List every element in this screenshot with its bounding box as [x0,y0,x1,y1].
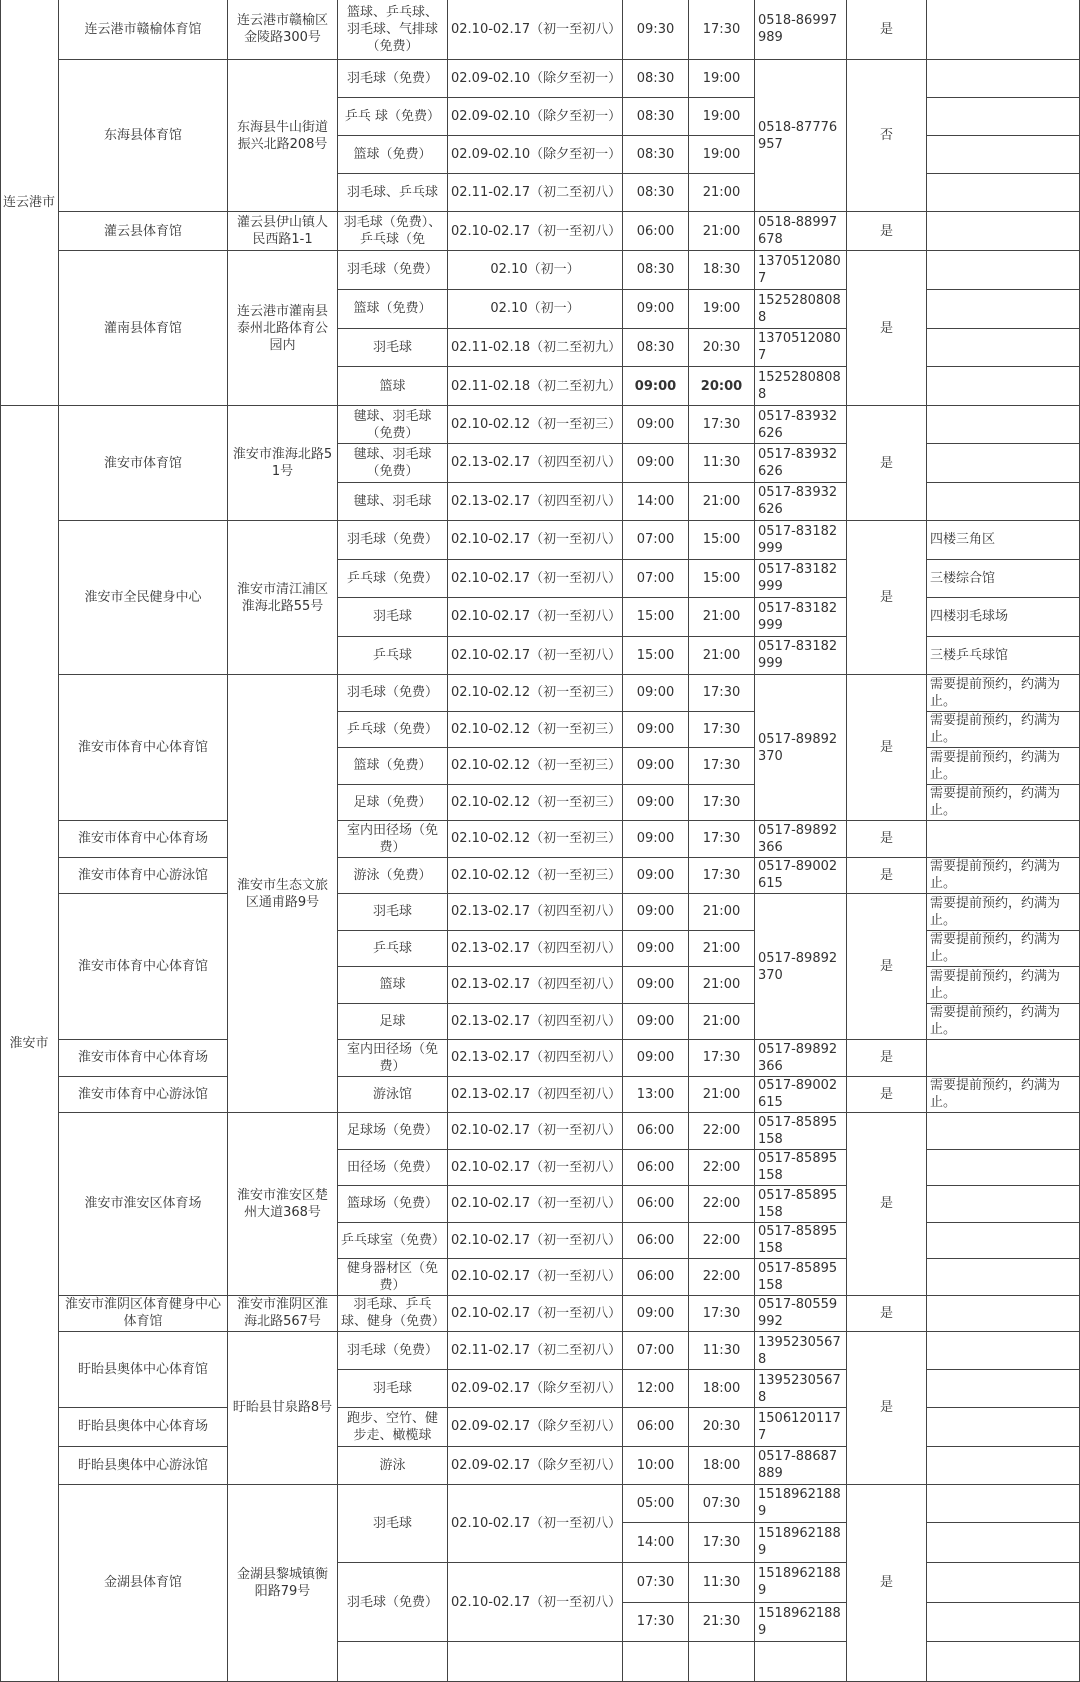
date-range: 02.10-02.12（初一至初三） [448,785,623,822]
end-time: 21:00 [689,637,755,676]
date-range: 02.10-02.12（初一至初三） [448,406,623,444]
remark [927,136,1080,174]
remark [927,1150,1080,1187]
venue-address: 灌云县伊山镇人民西路1-1 [228,212,338,251]
end-time: 21:00 [689,174,755,212]
phone-number: 0517-89002615 [755,1077,847,1114]
date-range: 02.09-02.17（除夕至初八） [448,1408,623,1446]
sport-item: 乒乓球室（免费） [338,1223,448,1260]
end-time: 22:00 [689,1113,755,1150]
end-time: 20:30 [689,329,755,368]
phone-number: 15061201177 [755,1408,847,1446]
remark [927,1603,1080,1643]
sport-item: 羽毛球（免费） [338,521,448,560]
end-time: 19:00 [689,290,755,329]
start-time: 09:00 [623,444,689,482]
start-time: 10:00 [623,1447,689,1485]
start-time: 09:00 [623,931,689,968]
phone-number: 13952305678 [755,1370,847,1408]
sport-item: 室内田径场（免费） [338,1040,448,1077]
end-time: 21:00 [689,212,755,251]
venue-name: 灌云县体育馆 [59,212,228,251]
date-range: 02.10-02.17（初一至初八） [448,1186,623,1223]
phone-number: 0517-85895158 [755,1113,847,1150]
remark: 四楼羽毛球场 [927,598,1080,637]
sport-item: 羽毛球（免费） [338,675,448,712]
open-flag: 是 [847,1296,927,1333]
end-time: 21:00 [689,1004,755,1041]
venue-name: 连云港市赣榆体育馆 [59,0,228,60]
sport-item: 篮球 [338,967,448,1004]
date-range: 02.10-02.12（初一至初三） [448,712,623,749]
end-time: 22:00 [689,1186,755,1223]
venue-name: 金湖县体育馆 [59,1485,228,1682]
start-time: 09:00 [623,748,689,785]
start-time: 15:00 [623,598,689,637]
end-time: 11:30 [689,1332,755,1370]
date-range: 02.10-02.17（初一至初八） [448,1113,623,1150]
sport-item: 篮球（免费） [338,290,448,329]
phone-number: 0518-87776957 [755,60,847,212]
phone-number: 0517-89892366 [755,821,847,858]
end-time: 21:00 [689,598,755,637]
end-time: 11:30 [689,444,755,482]
start-time: 12:00 [623,1370,689,1408]
venue-name: 东海县体育馆 [59,60,228,212]
phone-number: 15189621889 [755,1523,847,1563]
phone-number: 15252808088 [755,290,847,329]
start-time [623,1642,689,1682]
venue-name: 灌南县体育馆 [59,251,228,406]
end-time: 17:30 [689,0,755,60]
remark [927,1296,1080,1333]
sport-item: 游泳（免费） [338,858,448,895]
venue-name: 淮安市体育中心游泳馆 [59,858,228,895]
table-left-border [0,0,1,1682]
venue-name: 淮安市全民健身中心 [59,521,228,675]
venue-name: 淮安市淮阴区体育健身中心体育馆 [59,1296,228,1333]
start-time: 06:00 [623,212,689,251]
remark [927,1408,1080,1446]
remark [927,1040,1080,1077]
venue-address: 金湖县黎城镇衡阳路79号 [228,1485,338,1682]
sport-item: 健身器材区（免费） [338,1259,448,1296]
start-time: 08:30 [623,98,689,136]
end-time: 17:30 [689,748,755,785]
open-flag: 是 [847,406,927,521]
date-range: 02.11-02.17（初二至初八） [448,174,623,212]
remark [927,174,1080,212]
remark: 三楼乒乓球馆 [927,637,1080,676]
end-time: 15:00 [689,521,755,560]
venue-address: 盱眙县甘泉路8号 [228,1332,338,1485]
sport-item: 篮球 [338,367,448,406]
sport-item: 篮球、乒乓球、羽毛球、气排球（免费） [338,0,448,60]
sport-item: 游泳 [338,1447,448,1485]
start-time: 15:00 [623,637,689,676]
sport-item: 室内田径场（免费） [338,821,448,858]
end-time: 21:00 [689,483,755,521]
venue-name: 淮安市体育中心体育馆 [59,675,228,821]
end-time [689,1642,755,1682]
date-range: 02.13-02.17（初四至初八） [448,1077,623,1114]
sport-item: 羽毛球 [338,598,448,637]
end-time: 17:30 [689,821,755,858]
phone-number: 0517-83182999 [755,637,847,676]
date-range: 02.10-02.17（初一至初八） [448,637,623,676]
open-flag: 是 [847,251,927,406]
sport-item: 篮球场（免费） [338,1186,448,1223]
phone-number: 0517-89002615 [755,858,847,895]
remark [927,1485,1080,1523]
date-range: 02.10（初一） [448,290,623,329]
open-flag: 否 [847,60,927,212]
phone-number: 0517-80559992 [755,1296,847,1333]
sport-item: 羽毛球 [338,1485,448,1563]
end-time: 11:30 [689,1563,755,1603]
phone-number: 0518-88997678 [755,212,847,251]
remark: 需要提前预约，约满为止。 [927,675,1080,712]
remark: 需要提前预约，约满为止。 [927,931,1080,968]
phone-number: 0517-83932626 [755,483,847,521]
remark [927,1447,1080,1485]
end-time: 18:00 [689,1370,755,1408]
start-time: 09:00 [623,406,689,444]
phone-number: 0517-83182999 [755,560,847,599]
start-time: 06:00 [623,1223,689,1260]
end-time: 20:30 [689,1408,755,1446]
date-range: 02.10-02.17（初一至初八） [448,0,623,60]
end-time: 21:00 [689,967,755,1004]
remark: 三楼综合馆 [927,560,1080,599]
date-range: 02.09-02.17（除夕至初八） [448,1370,623,1408]
open-flag: 是 [847,521,927,675]
start-time: 09:00 [623,1004,689,1041]
date-range: 02.10-02.17（初一至初八） [448,212,623,251]
phone-number: 0517-89892370 [755,675,847,821]
venue-address: 淮安市淮海北路51号 [228,406,338,521]
start-time: 09:00 [623,858,689,895]
phone-number [755,1642,847,1682]
remark [927,60,1080,98]
phone-number: 0517-88687889 [755,1447,847,1485]
phone-number: 0517-83182999 [755,598,847,637]
venue-address: 淮安市清江浦区淮海北路55号 [228,521,338,675]
end-time: 17:30 [689,406,755,444]
remark: 需要提前预约，约满为止。 [927,894,1080,931]
remark [927,1523,1080,1563]
venue-name: 盱眙县奥体中心游泳馆 [59,1447,228,1485]
remark [927,367,1080,406]
remark [927,483,1080,521]
remark [927,406,1080,444]
end-time: 19:00 [689,136,755,174]
sport-item: 足球 [338,1004,448,1041]
sport-item: 毽球、羽毛球（免费） [338,406,448,444]
venue-name: 淮安市体育中心体育场 [59,1040,228,1077]
date-range: 02.10-02.17（初一至初八） [448,1563,623,1643]
remark: 需要提前预约，约满为止。 [927,967,1080,1004]
date-range: 02.13-02.17（初四至初八） [448,931,623,968]
end-time: 17:30 [689,675,755,712]
sport-item: 羽毛球、乒乓球、健身（免费） [338,1296,448,1333]
phone-number: 13705120807 [755,329,847,368]
remark [927,0,1080,60]
venue-name: 淮安市体育中心体育馆 [59,894,228,1040]
remark [927,1642,1080,1682]
date-range: 02.11-02.17（初二至初八） [448,1332,623,1370]
date-range: 02.10-02.12（初一至初三） [448,858,623,895]
venue-address: 东海县牛山街道振兴北路208号 [228,60,338,212]
sport-item: 乒乓球 [338,637,448,676]
venue-address: 连云港市灌南县泰州北路体育公园内 [228,251,338,406]
remark: 需要提前预约，约满为止。 [927,1077,1080,1114]
date-range: 02.09-02.10（除夕至初一） [448,98,623,136]
open-flag: 是 [847,212,927,251]
remark [927,1332,1080,1370]
phone-number: 0517-83932626 [755,444,847,482]
phone-number: 13952305678 [755,1332,847,1370]
open-flag: 是 [847,858,927,895]
start-time: 08:30 [623,60,689,98]
remark [927,1113,1080,1150]
start-time: 14:00 [623,483,689,521]
phone-number: 0517-85895158 [755,1186,847,1223]
sport-item: 羽毛球 [338,329,448,368]
open-flag: 是 [847,1040,927,1077]
start-time: 05:00 [623,1485,689,1523]
venue-name: 盱眙县奥体中心体育场 [59,1408,228,1446]
phone-number: 0517-83182999 [755,521,847,560]
date-range: 02.10-02.12（初一至初三） [448,675,623,712]
remark [927,251,1080,290]
sport-item: 乒乓球（免费） [338,712,448,749]
date-range: 02.11-02.18（初二至初九） [448,329,623,368]
date-range: 02.09-02.10（除夕至初一） [448,136,623,174]
date-range: 02.10-02.17（初一至初八） [448,598,623,637]
remark [927,1563,1080,1603]
date-range: 02.10-02.17（初一至初八） [448,1150,623,1187]
sport-item: 乒乓球 [338,931,448,968]
start-time: 09:00 [623,785,689,822]
end-time: 17:30 [689,1296,755,1333]
sport-item: 乒乓 球（免费） [338,98,448,136]
end-time: 17:30 [689,1523,755,1563]
end-time: 18:30 [689,251,755,290]
date-range: 02.10-02.17（初一至初八） [448,1259,623,1296]
date-range: 02.10-02.17（初一至初八） [448,521,623,560]
remark: 需要提前预约，约满为止。 [927,748,1080,785]
start-time: 09:00 [623,367,689,406]
venue-address: 淮安市生态文旅区通甫路9号 [228,675,338,1113]
sport-item: 跑步、空竹、健步走、橄榄球 [338,1408,448,1446]
venue-address: 淮安市淮安区楚州大道368号 [228,1113,338,1296]
end-time: 21:30 [689,1603,755,1643]
start-time: 08:30 [623,329,689,368]
date-range: 02.13-02.17（初四至初八） [448,483,623,521]
date-range: 02.13-02.17（初四至初八） [448,444,623,482]
end-time: 18:00 [689,1447,755,1485]
date-range [448,1642,623,1682]
sport-item: 毽球、羽毛球（免费） [338,444,448,482]
city-name: 连云港市 [0,0,59,406]
date-range: 02.11-02.18（初二至初九） [448,367,623,406]
start-time: 06:00 [623,1408,689,1446]
venue-address: 连云港市赣榆区金陵路300号 [228,0,338,60]
date-range: 02.10-02.12（初一至初三） [448,748,623,785]
end-time: 17:30 [689,1040,755,1077]
remark [927,1223,1080,1260]
open-flag: 是 [847,1332,927,1485]
start-time: 13:00 [623,1077,689,1114]
start-time: 07:00 [623,560,689,599]
remark [927,1186,1080,1223]
start-time: 09:00 [623,1040,689,1077]
start-time: 09:00 [623,821,689,858]
date-range: 02.09-02.17（除夕至初八） [448,1447,623,1485]
open-flag: 是 [847,894,927,1040]
phone-number: 0517-89892366 [755,1040,847,1077]
end-time: 22:00 [689,1259,755,1296]
date-range: 02.09-02.10（除夕至初一） [448,60,623,98]
remark [927,821,1080,858]
end-time: 17:30 [689,858,755,895]
start-time: 09:00 [623,967,689,1004]
end-time: 17:30 [689,785,755,822]
date-range: 02.13-02.17（初四至初八） [448,894,623,931]
start-time: 06:00 [623,1113,689,1150]
end-time: 21:00 [689,1077,755,1114]
end-time: 21:00 [689,894,755,931]
date-range: 02.10-02.17（初一至初八） [448,1223,623,1260]
open-flag: 是 [847,675,927,821]
venue-address: 淮安市淮阴区淮海北路567号 [228,1296,338,1333]
remark [927,1370,1080,1408]
remark: 需要提前预约，约满为止。 [927,785,1080,822]
start-time: 07:00 [623,521,689,560]
start-time: 07:30 [623,1563,689,1603]
remark: 需要提前预约，约满为止。 [927,1004,1080,1041]
remark: 需要提前预约，约满为止。 [927,858,1080,895]
end-time: 22:00 [689,1150,755,1187]
sport-item: 乒乓球（免费） [338,560,448,599]
remark [927,212,1080,251]
date-range: 02.13-02.17（初四至初八） [448,967,623,1004]
start-time: 09:00 [623,712,689,749]
venue-name: 淮安市体育馆 [59,406,228,521]
remark: 四楼三角区 [927,521,1080,560]
start-time: 06:00 [623,1259,689,1296]
start-time: 09:00 [623,894,689,931]
end-time: 19:00 [689,60,755,98]
start-time: 08:30 [623,136,689,174]
venue-name: 淮安市淮安区体育场 [59,1113,228,1296]
sport-item: 羽毛球（免费） [338,60,448,98]
date-range: 02.10-02.17（初一至初八） [448,560,623,599]
open-flag: 是 [847,821,927,858]
sport-item: 羽毛球（免费） [338,1563,448,1643]
sport-item [338,1642,448,1682]
venue-name: 淮安市体育中心体育场 [59,821,228,858]
phone-number: 13705120807 [755,251,847,290]
sport-item: 羽毛球 [338,894,448,931]
remark [927,444,1080,482]
date-range: 02.10-02.12（初一至初三） [448,821,623,858]
phone-number: 0517-85895158 [755,1259,847,1296]
phone-number: 15189621889 [755,1603,847,1643]
date-range: 02.10（初一） [448,251,623,290]
date-range: 02.10-02.17（初一至初八） [448,1296,623,1333]
venue-name: 盱眙县奥体中心体育馆 [59,1332,228,1408]
sport-item: 羽毛球（免费）、乒乓球（免 [338,212,448,251]
sport-item: 足球场（免费） [338,1113,448,1150]
start-time: 14:00 [623,1523,689,1563]
end-time: 19:00 [689,98,755,136]
open-flag: 是 [847,1485,927,1682]
venue-name: 淮安市体育中心游泳馆 [59,1077,228,1114]
remark [927,1259,1080,1296]
phone-number: 0517-83932626 [755,406,847,444]
end-time: 07:30 [689,1485,755,1523]
sport-item: 羽毛球 [338,1370,448,1408]
remark [927,329,1080,368]
date-range: 02.13-02.17（初四至初八） [448,1004,623,1041]
phone-number: 15252808088 [755,367,847,406]
start-time: 06:00 [623,1150,689,1187]
sport-item: 篮球（免费） [338,748,448,785]
phone-number: 0517-85895158 [755,1223,847,1260]
end-time: 20:00 [689,367,755,406]
start-time: 09:00 [623,290,689,329]
phone-number: 0518-86997989 [755,0,847,60]
sport-item: 田径场（免费） [338,1150,448,1187]
sport-item: 毽球、羽毛球 [338,483,448,521]
end-time: 21:00 [689,931,755,968]
start-time: 09:00 [623,675,689,712]
start-time: 08:30 [623,251,689,290]
end-time: 22:00 [689,1223,755,1260]
end-time: 15:00 [689,560,755,599]
start-time: 09:30 [623,0,689,60]
open-flag: 是 [847,1113,927,1296]
sport-item: 羽毛球（免费） [338,1332,448,1370]
start-time: 17:30 [623,1603,689,1643]
remark [927,290,1080,329]
phone-number: 15189621889 [755,1563,847,1603]
start-time: 07:00 [623,1332,689,1370]
phone-number: 0517-89892370 [755,894,847,1040]
sport-item: 羽毛球、乒乓球 [338,174,448,212]
date-range: 02.10-02.17（初一至初八） [448,1485,623,1563]
start-time: 09:00 [623,1296,689,1333]
remark: 需要提前预约，约满为止。 [927,712,1080,749]
open-flag: 是 [847,1077,927,1114]
start-time: 08:30 [623,174,689,212]
sport-item: 羽毛球（免费） [338,251,448,290]
remark [927,98,1080,136]
sport-item: 足球（免费） [338,785,448,822]
end-time: 17:30 [689,712,755,749]
phone-number: 15189621889 [755,1485,847,1523]
sport-item: 篮球（免费） [338,136,448,174]
date-range: 02.13-02.17（初四至初八） [448,1040,623,1077]
sport-item: 游泳馆 [338,1077,448,1114]
city-name: 淮安市 [0,406,59,1682]
open-flag: 是 [847,0,927,60]
phone-number: 0517-85895158 [755,1150,847,1187]
start-time: 06:00 [623,1186,689,1223]
